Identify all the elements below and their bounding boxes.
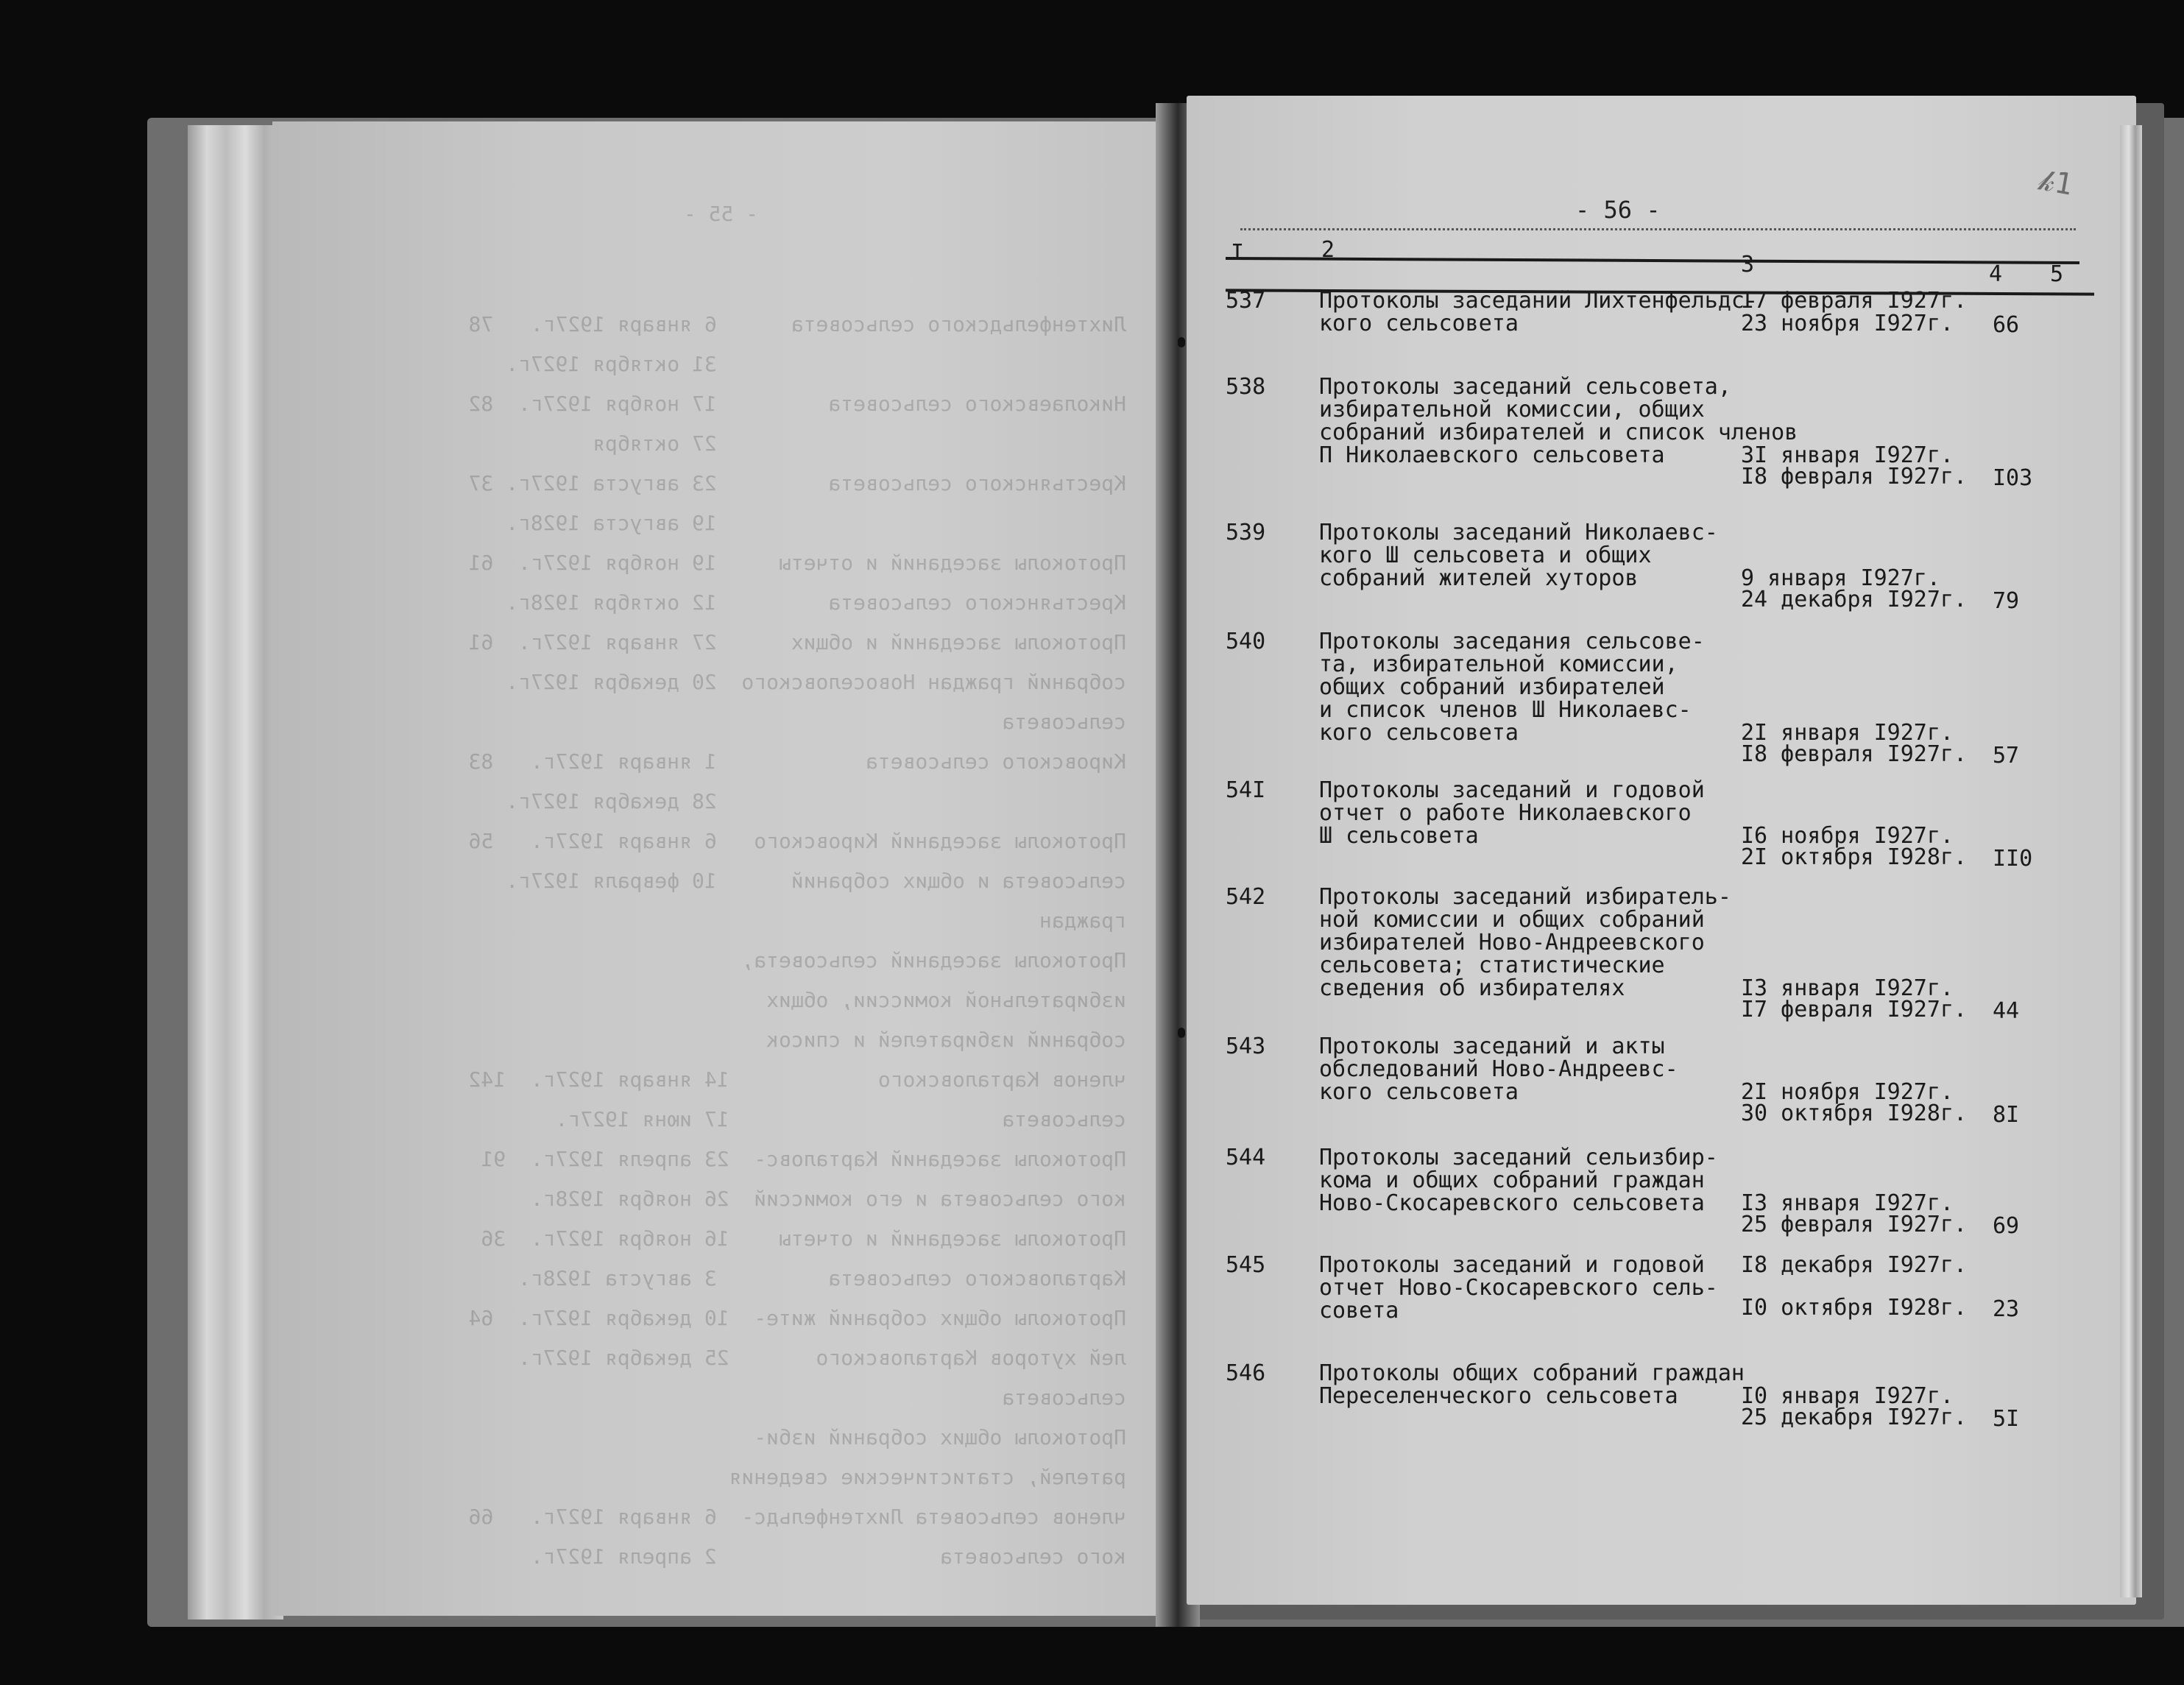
entry-sheets: 66	[1993, 312, 2020, 338]
entry-number: 538	[1226, 374, 1266, 400]
entry-date-start: 2I ноября I927г.	[1741, 1079, 1954, 1105]
entry-date-start: 2I января I927г.	[1741, 720, 1954, 746]
entry-number: 537	[1226, 288, 1266, 314]
entry-sheets: 23	[1993, 1296, 2020, 1322]
entry-date-start: I6 ноября I927г.	[1741, 823, 1954, 849]
bleed-line: Лихтенфельдского сельсовета 6 января 1927г. 78	[468, 312, 1126, 336]
entry-number: 539	[1226, 520, 1266, 545]
column-header-1: I	[1231, 240, 1245, 266]
bleed-line: избирательной комиссии, общих	[766, 988, 1126, 1012]
entry-number: 542	[1226, 884, 1266, 910]
entry-date-end: 2I октября I928г.	[1741, 844, 1968, 870]
left-page	[272, 121, 1170, 1616]
page-number: - 56 -	[1575, 196, 1661, 224]
entry-title: Протоколы заседаний и годовой отчет Ново-Скосаревского сель- совета	[1319, 1252, 1718, 1324]
bleed-line: 31 октября 1927г.	[506, 352, 1126, 376]
header-dotted-line	[1240, 228, 2076, 230]
bleed-line: Протоколы заседаний и общих 27 января 1927г. 61	[468, 630, 1126, 654]
column-header-2: 2	[1321, 237, 1335, 263]
bleed-line: Протоколы общих собраний жите- 10 декабря 1927г. 64	[468, 1306, 1126, 1330]
bleed-line: Протоколы общих собраний изби-	[754, 1425, 1126, 1449]
left-page-bleed-through	[272, 121, 1170, 1616]
entry-date-start: I7 февраля I927г.	[1741, 288, 1968, 314]
entry-number: 544	[1226, 1145, 1266, 1170]
bleed-line: собраний граждан Новоселовского 20 декабря 1927г.	[506, 670, 1126, 694]
entry-title: Протоколы общих собраний граждан Переселенческого сельсовета	[1319, 1360, 1745, 1409]
entry-sheets: 57	[1993, 743, 2020, 769]
bleed-line: лей хуторов Карталовского 25 декабря 1927г.	[517, 1346, 1126, 1370]
entry-title: Протоколы заседаний и акты обследований Ново-Андреевс- кого сельсовета	[1319, 1034, 1678, 1105]
entry-sheets: 69	[1993, 1213, 2020, 1239]
entry-date-end: 25 декабря I927г.	[1741, 1405, 1968, 1430]
entry-date-end: I0 октября I928г.	[1741, 1295, 1968, 1321]
bleed-line: кого сельсовета 2 апреля 1927г.	[530, 1544, 1126, 1569]
bleed-line: Карталовского сельсовета 3 августа 1928г.	[517, 1266, 1126, 1290]
entry-title: Протоколы заседаний и годовой отчет о работе Николаевского Ш сельсовета	[1319, 777, 1705, 849]
bleed-line: собраний избирателей и список	[766, 1028, 1126, 1052]
corner-mark: 𝓀1	[2036, 163, 2076, 202]
page-edges-right	[2120, 125, 2142, 1597]
bleed-line: 28 декабря 1927г.	[506, 789, 1126, 813]
entry-number: 540	[1226, 629, 1266, 654]
entry-number: 543	[1226, 1034, 1266, 1059]
bleed-line: членов сельсовета Лихтенфельдс- 6 января 1927г. 66	[468, 1505, 1126, 1529]
bleed-line: Протоколы заседаний и отчеты 16 ноября 1927г. 36	[481, 1226, 1126, 1251]
entry-sheets: 5I	[1993, 1406, 2020, 1432]
entry-date-start: I3 января I927г.	[1741, 1190, 1954, 1216]
entry-number: 545	[1226, 1252, 1266, 1278]
entry-date-start: 9 января I927г.	[1741, 565, 1940, 591]
left-page-number: - 55 -	[683, 202, 758, 226]
bleed-line: Кировского сельсовета 1 января 1927г. 83	[468, 749, 1126, 774]
entry-date-end: I7 февраля I927г.	[1741, 997, 1968, 1022]
entry-title: Протоколы заседаний Николаевс- кого Ш сельсовета и общих собраний жителей хуторов	[1319, 520, 1718, 591]
entry-date-start: I0 января I927г.	[1741, 1383, 1954, 1409]
entry-sheets: 44	[1993, 998, 2020, 1024]
entry-date-end: I8 февраля I927г.	[1741, 464, 1968, 490]
entry-number: 546	[1226, 1360, 1266, 1386]
column-header-4: 4	[1989, 261, 2003, 287]
bleed-line: кого сельсовета и его комиссий 26 ноября 1928г.	[530, 1187, 1126, 1211]
binding-hole	[1178, 1028, 1185, 1038]
entry-date-end: 24 декабря I927г.	[1741, 587, 1968, 612]
entry-date-end: 23 ноября I927г.	[1741, 311, 1954, 336]
entry-sheets: II0	[1993, 846, 2033, 872]
entry-date-end: I8 февраля I927г.	[1741, 741, 1968, 767]
bleed-line: Протоколы заседаний сельсовета,	[741, 948, 1126, 972]
bleed-line: Протоколы заседаний Кировского 6 января 1927г. 56	[468, 829, 1126, 853]
entry-title: Протоколы заседаний сельсовета, избирательной комиссии, общих собраний избирателей и список членов П Николаевского сельсовета	[1319, 374, 1798, 468]
bleed-line: членов Карталовского 14 января 1927г. 142	[468, 1067, 1126, 1092]
entry-title: Протоколы заседания сельсове- та, избирательной комиссии, общих собраний избирателей и список членов Ш Николаевс- кого сельсовета	[1319, 629, 1705, 746]
entry-date-end: 30 октября I928г.	[1741, 1101, 1968, 1126]
entry-date-end: 25 февраля I927г.	[1741, 1212, 1968, 1237]
bleed-line: Николаевского сельсовета 17 ноября 1927г. 82	[468, 392, 1126, 416]
bleed-line: Протоколы заседаний и отчеты 19 ноября 1927г. 61	[468, 551, 1126, 575]
entry-sheets: I03	[1993, 465, 2033, 491]
entry-date-start: I8 декабря I927г.	[1741, 1252, 1968, 1278]
bleed-line: сельсовета 17 июня 1927г.	[555, 1107, 1126, 1131]
bleed-line: Протоколы заседаний Карталовс- 23 апреля 1927г. 91	[481, 1147, 1126, 1171]
bleed-line: сельсовета	[1002, 710, 1126, 734]
column-header-3: 3	[1741, 252, 1755, 278]
binding-hole	[1178, 337, 1185, 347]
column-header-5: 5	[2050, 261, 2064, 287]
bleed-line: сельсовета и общих собраний 10 февраля 1927г.	[506, 869, 1126, 893]
entry-sheets: 8I	[1993, 1102, 2020, 1128]
bleed-line: Крестьянского сельсовета 23 августа 1927г. 37	[468, 471, 1126, 495]
bleed-line: 27 октября	[593, 431, 1126, 456]
bleed-line: рателей, статистические сведения	[729, 1465, 1126, 1489]
entry-title: Протоколы заседаний сельизбир- кома и общих собраний граждан Ново-Скосаревского сельсовета	[1319, 1145, 1718, 1216]
bleed-line: сельсовета	[1002, 1385, 1126, 1410]
page-stack-left	[188, 125, 283, 1619]
entry-sheets: 79	[1993, 588, 2020, 614]
entry-number: 54I	[1226, 777, 1266, 803]
entry-title: Протоколы заседаний Лихтенфельдс- кого сельсовета	[1319, 288, 1759, 336]
entry-date-start: I3 января I927г.	[1741, 975, 1954, 1001]
bleed-line: граждан	[1039, 908, 1126, 933]
entry-title: Протоколы заседаний избиратель- ной комиссии и общих собраний избирателей Ново-Андреевского сельсовета; статистические сведения об избирателях	[1319, 884, 1731, 1001]
bleed-line: 19 августа 1928г.	[506, 511, 1126, 535]
entry-date-start: 3I января I927г.	[1741, 442, 1954, 468]
bleed-line: Крестьянского сельсовета 12 октября 1928г.	[506, 590, 1126, 615]
